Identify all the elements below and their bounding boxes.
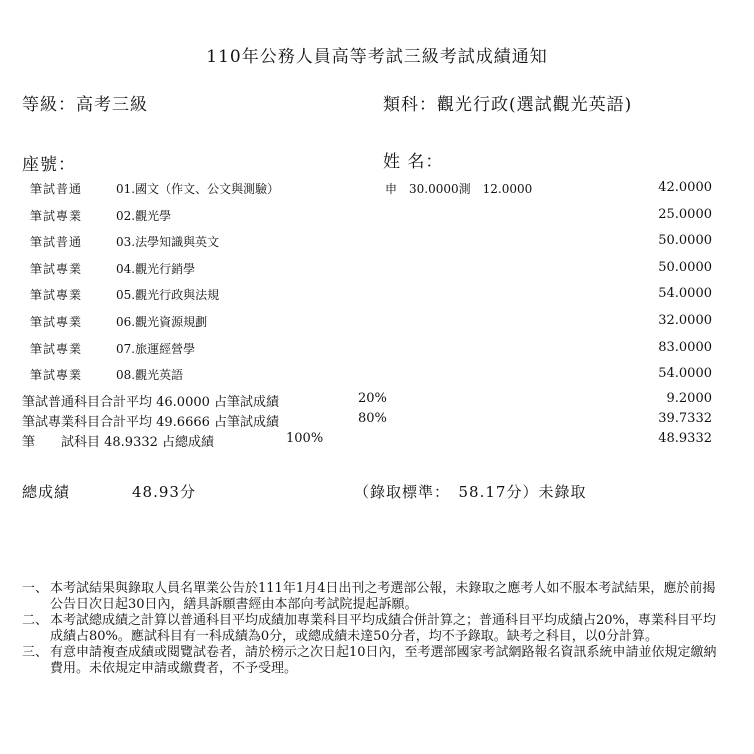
category-field <box>383 90 632 115</box>
subject-type: 筆試普通 <box>30 182 83 196</box>
category-label: 類科： <box>383 95 437 115</box>
total-score-label: 總成績 <box>22 483 71 501</box>
summary-label: 筆試專業科目合計平均 49.6666 占筆試成績 <box>22 415 280 430</box>
level-value: 高考三級 <box>76 95 148 115</box>
note-number: 三、 <box>22 645 49 660</box>
subject-type: 筆試專業 <box>30 315 83 329</box>
summary-value: 9.2000 <box>666 391 712 406</box>
name-field <box>383 147 443 172</box>
page-title: 110年公務人員高等考試三級考試成績通知 <box>206 47 548 67</box>
subject-score: 50.0000 <box>658 259 712 275</box>
subject-score: 54.0000 <box>658 366 712 382</box>
subject-row <box>0 313 754 333</box>
subject-name: 06.觀光資源規劃 <box>116 315 208 329</box>
note-text: 本考試結果與錄取人員名單業公告於111年1月4日出刊之考選部公報，未錄取之應考人如不服本考試結果，應於前揭公告日次日起30日內，繕具訴願書經由本部向考試院提起訴願。 <box>50 581 716 612</box>
note-text: 本考試總成績之計算以普通科目平均成績加專業科目平均成績合併計算之；普通科目平均成績占20%，專業科目平均成績占80%。應試科目有一科成績為0分，或總成績未達50分者，均不予錄取。缺考之科目，以0分計算。 <box>50 613 716 644</box>
note-item <box>22 581 722 613</box>
subject-name: 01.國文（作文、公文與測驗） <box>116 182 280 196</box>
admission-status: （錄取標準： 58.17分）未錄取 <box>354 483 587 501</box>
subject-name: 07.旅運經營學 <box>116 341 196 356</box>
summary-label: 筆 試科目 48.9332 占總成績 <box>22 435 215 450</box>
subject-name: 05.觀光行政與法規 <box>116 288 220 303</box>
subject-name: 03.法學知識與英文 <box>116 235 220 250</box>
seat-label: 座號： <box>22 155 76 175</box>
subject-type: 筆試普通 <box>30 235 83 250</box>
summary-value: 39.7332 <box>658 411 712 426</box>
summary-pct: 100% <box>286 431 324 446</box>
subject-type: 筆試專業 <box>30 288 83 303</box>
subject1-extra: 申 30.0000測 12.0000 <box>385 182 533 196</box>
seat-field <box>22 150 76 175</box>
subject-row <box>0 207 754 227</box>
level-label: 等級： <box>22 95 76 115</box>
note-item <box>22 645 722 677</box>
subject-score: 32.0000 <box>658 313 712 328</box>
summary-pct: 80% <box>358 411 387 426</box>
note-text: 有意申請複查成績或閱覽試卷者，請於榜示之次日起10日內，至考選部國家考試網路報名資訊系統申請並依規定繳納費用。未依規定申請或繳費者，不予受理。 <box>50 645 717 676</box>
subject-name: 02.觀光學 <box>116 208 172 223</box>
subject-row <box>0 340 754 360</box>
summary-pct: 20% <box>358 391 387 406</box>
subject-score: 83.0000 <box>658 339 712 355</box>
note-number: 一、 <box>22 581 49 596</box>
subject-type: 筆試專業 <box>30 208 83 223</box>
subject-score: 42.0000 <box>658 180 712 195</box>
subject-row <box>0 286 754 306</box>
subject-row <box>0 180 754 200</box>
subject-score: 50.0000 <box>658 233 712 249</box>
name-label: 姓 名： <box>383 152 444 172</box>
summary-value: 48.9332 <box>658 431 712 446</box>
note-item <box>22 613 722 645</box>
subject-type: 筆試專業 <box>30 261 83 276</box>
subject-type: 筆試專業 <box>30 368 83 383</box>
subject-row <box>0 366 754 386</box>
subject-row <box>0 233 754 253</box>
summary-row <box>22 411 712 430</box>
subject-row <box>0 260 754 280</box>
summary-row <box>22 391 712 410</box>
summary-label: 筆試普通科目合計平均 46.0000 占筆試成績 <box>22 395 280 410</box>
subject-type: 筆試專業 <box>30 341 83 356</box>
level-field <box>22 90 148 115</box>
total-score-value: 48.93分 <box>132 483 196 501</box>
subject-name: 04.觀光行銷學 <box>116 261 196 276</box>
note-number: 二、 <box>22 613 49 628</box>
subject-name: 08.觀光英語 <box>116 368 184 383</box>
subject-score: 25.0000 <box>658 206 712 222</box>
notes-section <box>22 581 722 677</box>
category-value: 觀光行政(選試觀光英語) <box>437 95 633 115</box>
subject-score: 54.0000 <box>658 286 712 302</box>
summary-row <box>22 431 712 450</box>
